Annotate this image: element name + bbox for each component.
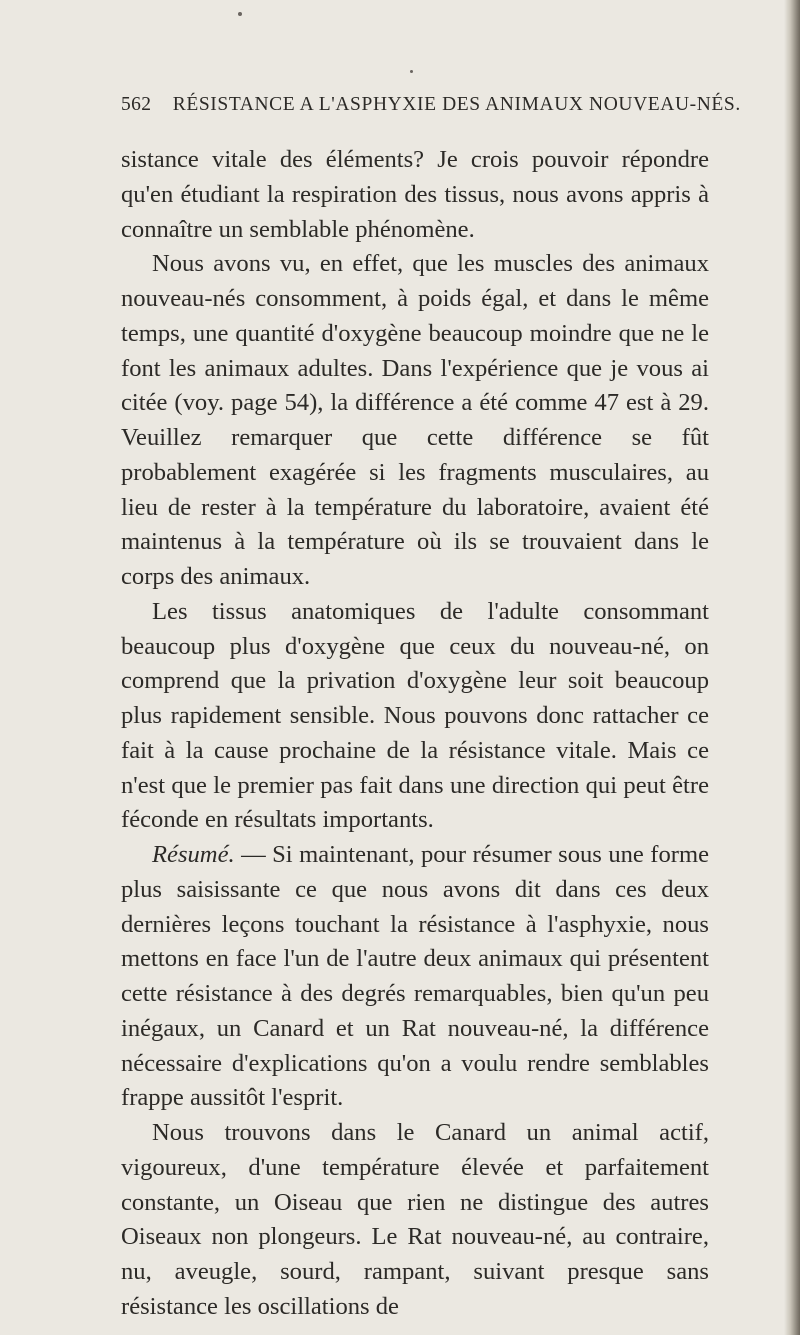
page-edge-shadow — [784, 0, 800, 1335]
paragraph: Les tissus anatomiques de l'adulte consommant beaucoup plus d'oxygène que ceux du nouveau-né, on comprend que la privation d'oxygène leur soit beaucoup plus rapidement sensible. Nous pouvons donc rattacher ce fait à la cause prochaine de la résistance vitale. Mais ce n'est que le premier pas fait dans une direction qui peut être féconde en résultats importants. — [121, 597, 709, 834]
page-number: 562 — [121, 94, 152, 115]
running-title: RÉSISTANCE A L'ASPHYXIE DES ANIMAUX NOUVEAU-NÉS. — [172, 94, 741, 115]
ink-speck — [410, 70, 413, 73]
paragraph — [121, 838, 709, 1116]
running-header — [121, 94, 741, 120]
paragraph: Nous avons vu, en effet, que les muscles des animaux nouveau-nés consomment, à poids égal, et dans le même temps, une quantité d'oxygène beaucoup moindre que ne le font les animaux adultes. Dans l'expérience que je vous ai citée (voy. page 54), la différence a été comme 47 est à 29. Veuillez remarquer que cette différence se fût probablement exagérée si les fragments musculaires, au lieu de rester à la température du laboratoire, avaient été maintenus à la température où ils se trouvaient dans le corps des animaux. — [121, 250, 709, 590]
paragraph-text: — Si maintenant, pour résumer sous une forme plus saisissante ce que nous avons dit dans ces deux dernières leçons touchant la résistance à l'asphyxie, nous mettons en face l'un de l'autre deux animaux qui présentent cette résistance à des degrés remarquables, bien qu'un peu inégaux, un Canard et un Rat nouveau-né, la différence nécessaire d'explications qu'on a voulu rendre semblables frappe aussitôt l'esprit. — [121, 841, 709, 1112]
paragraph: sistance vitale des éléments? Je crois pouvoir répondre qu'en étudiant la respiration des tissus, nous avons appris à connaître un semblable phénomène. — [121, 146, 709, 243]
body-text — [121, 143, 709, 1325]
ink-speck — [238, 12, 242, 16]
section-lead: Résumé. — [152, 841, 235, 868]
paragraph: Nous trouvons dans le Canard un animal actif, vigoureux, d'une température élevée et parfaitement constante, un Oiseau que rien ne distingue des autres Oiseaux non plongeurs. Le Rat nouveau-né, au contraire, nu, aveugle, sourd, rampant, suivant presque sans résistance les oscillations de — [121, 1119, 709, 1320]
